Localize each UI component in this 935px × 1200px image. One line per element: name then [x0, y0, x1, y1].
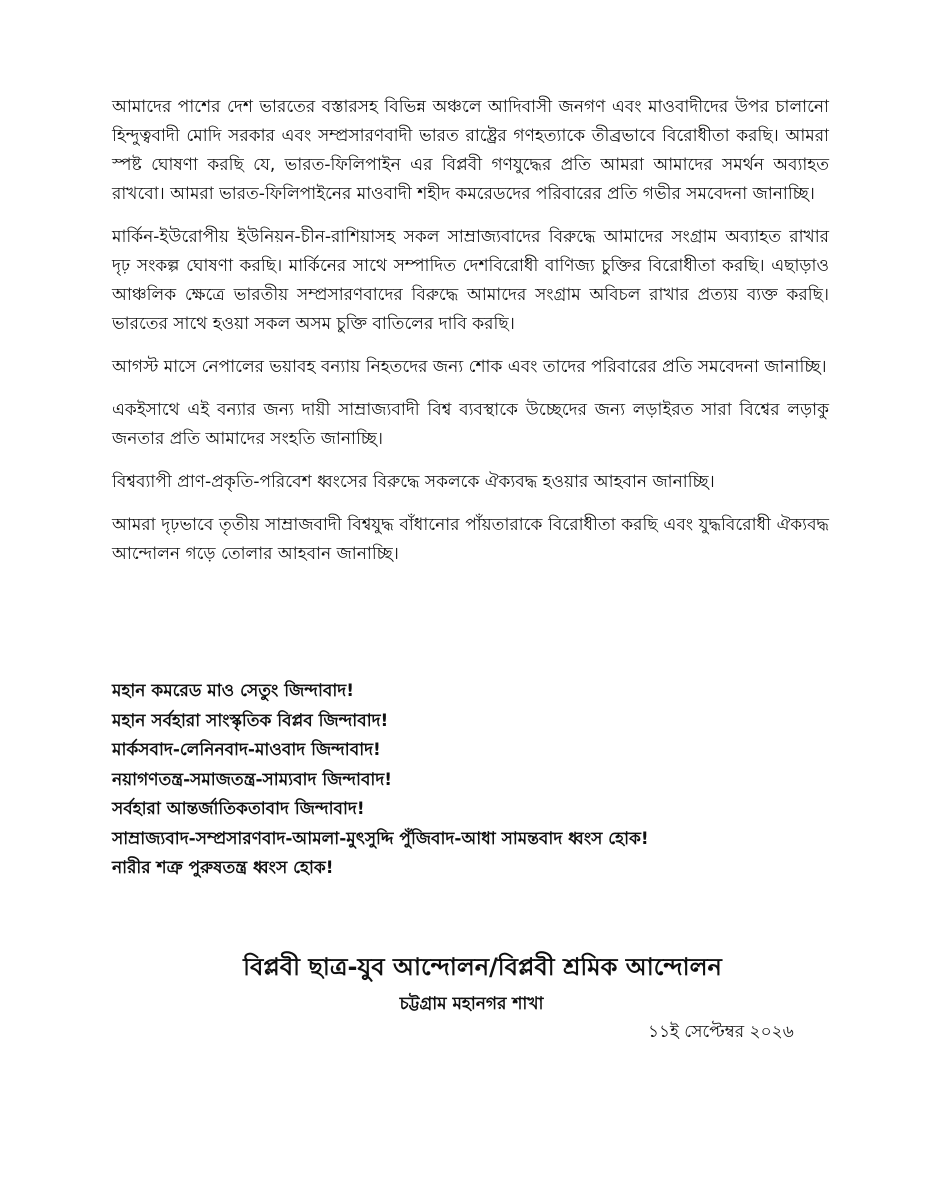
- slogan-item: সর্বহারা আন্তর্জাতিকতাবাদ জিন্দাবাদ!: [112, 799, 365, 819]
- paragraph-solidarity-india-philippines: আমাদের পাশের দেশ ভারতের বস্তারসহ বিভিন্ন অঞ্চলে আদিবাসী জনগণ এবং মাওবাদীদের উপর চালানো হিন্দুত্ববাদী মোদি সরকার এবং সম্প্রসারণবাদী ভারত রাষ্ট্রের গণহত্যাকে তীব্রভাবে বিরোধীতা করছি। আমরা স্পষ্ট ঘোষণা করছি যে, ভারত-ফিলিপাইন এর বিপ্লবী গণযুদ্ধের প্রতি আমরা আমাদের সমর্থন অব্যাহত রাখবো। আমরা ভারত-ফিলিপাইনের মাওবাদী শহীদ কমরেডদের পরিবারের প্রতি গভীর সমবেদনা জানাচ্ছি।: [112, 97, 829, 204]
- slogan-list: [112, 677, 872, 884]
- slogan-item: নয়াগণতন্ত্র-সমাজতন্ত্র-সাম্যবাদ জিন্দাবাদ!: [112, 769, 393, 790]
- slogan-item: মহান সর্বহারা সাংস্কৃতিক বিপ্লব জিন্দাবাদ!: [112, 710, 389, 731]
- paragraph-anti-imperialism: মার্কিন-ইউরোপীয় ইউনিয়ন-চীন-রাশিয়াসহ সকল সাম্রাজ্যবাদের বিরুদ্ধে আমাদের সংগ্রাম অব্যাহত রাখার দৃঢ় সংকল্প ঘোষণা করছি। মার্কিনের সাথে সম্পাদিত দেশবিরোধী বাণিজ্য চুক্তির বিরোধীতা করছি। এছাড়াও আঞ্চলিক ক্ষেত্রে ভারতীয় সম্প্রসারণবাদের বিরুদ্ধে আমাদের সংগ্রাম অবিচল রাখার প্রত্যয় ব্যক্ত করছি। ভারতের সাথে হওয়া সকল অসম চুক্তি বাতিলের দাবি করছি।: [112, 227, 829, 334]
- organization-name: বিপ্লবী ছাত্র-যুব আন্দোলন/বিপ্লবী শ্রমিক আন্দোলন: [243, 953, 722, 981]
- statement-body: [112, 93, 829, 583]
- signature-block: [0, 950, 935, 1018]
- organization-branch: চট্টগ্রাম মহানগর শাখা: [399, 994, 544, 1014]
- paragraph-global-solidarity: একইসাথে এই বন্যার জন্য দায়ী সাম্রাজ্যবাদী বিশ্ব ব্যবস্থাকে উচ্ছেদের জন্য লড়াইরত সারা বিশ্বের লড়াকু জনতার প্রতি আমাদের সংহতি জানাচ্ছি।: [112, 400, 829, 449]
- slogan-item: মহান কমরেড মাও সেতুং জিন্দাবাদ!: [112, 681, 354, 701]
- paragraph-nepal-flood-condolence: আগস্ট মাসে নেপালের ভয়াবহ বন্যায় নিহতদের জন্য শোক এবং তাদের পরিবারের প্রতি সমবেদনা জানাচ্ছি।: [112, 357, 827, 377]
- slogan-item: নারীর শত্রু পুরুষতন্ত্র ধ্বংস হোক!: [112, 858, 334, 878]
- slogan-item: মার্কসবাদ-লেনিনবাদ-মাওবাদ জিন্দাবাদ!: [112, 740, 381, 760]
- paragraph-anti-war: আমরা দৃঢ়ভাবে তৃতীয় সাম্রাজবাদী বিশ্বযুদ্ধ বাঁধানোর পাঁয়তারাকে বিরোধীতা করছি এবং যুদ্ধবিরোধী ঐক্যবদ্ধ আন্দোলন গড়ে তোলার আহবান জানাচ্ছি।: [112, 515, 829, 564]
- slogan-item: সাম্রাজ্যবাদ-সম্প্রসারণবাদ-আমলা-মুৎসুদ্দি পুঁজিবাদ-আধা সামন্তবাদ ধ্বংস হোক!: [112, 828, 649, 849]
- paragraph-environment-call: বিশ্বব্যাপী প্রাণ-প্রকৃতি-পরিবেশ ধ্বংসের বিরুদ্ধে সকলকে ঐক্যবদ্ধ হওয়ার আহবান জানাচ্ছি।: [112, 472, 715, 492]
- document-date: ১১ই সেপ্টেম্বর ২০২৬: [648, 1022, 794, 1042]
